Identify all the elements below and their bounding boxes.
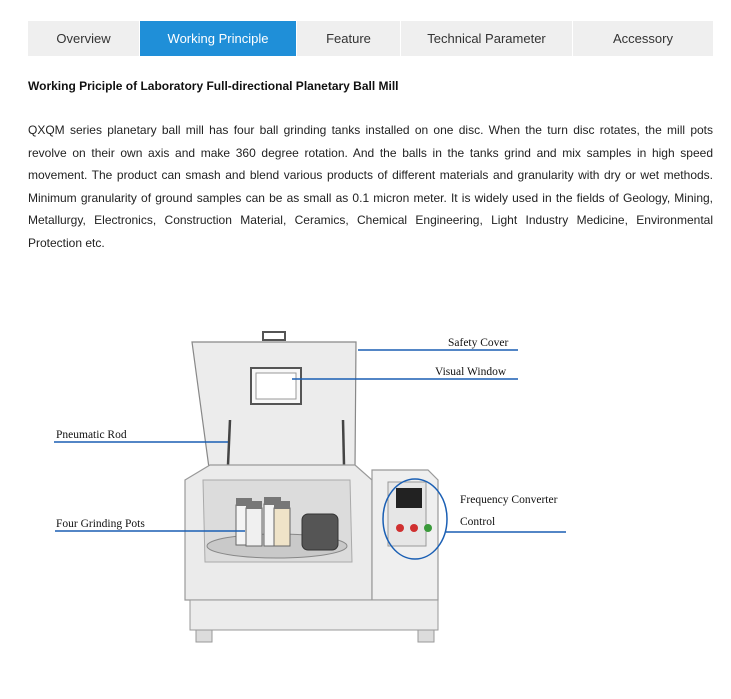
tab-accessory[interactable]: Accessory bbox=[613, 31, 673, 46]
pneumatic-rod-right bbox=[343, 420, 344, 465]
machine-base bbox=[190, 600, 438, 630]
tab-overview[interactable]: Overview bbox=[28, 21, 140, 56]
label-frequency-converter: Frequency Converter bbox=[460, 494, 558, 506]
tab-feature[interactable]: Feature bbox=[297, 21, 401, 56]
display-screen bbox=[396, 488, 422, 508]
ball-mill-diagram bbox=[0, 300, 731, 699]
tab-working-principle[interactable]: Working Principle bbox=[140, 21, 297, 56]
ball-mill-illustration bbox=[0, 300, 731, 699]
description-paragraph: QXQM series planetary ball mill has four ball grinding tanks installed on one disc. When the turn disc rotates, the mill pots revolve on their own axis and make 360 degree rotation. And the balls in the tanks grind and mix samples in high speed movement. The product can smash and blend various products of different materials and granularity with dry or wet methods. Minimum granularity of ground samples can be as small as 0.1 micron meter. It is widely used in the fields of Geology, Mining, Metallurgy, Electronics, Construction Material, Ceramics, Chemical Engineering, Light Industry Medicine, Environmental Protection etc. bbox=[28, 123, 713, 250]
label-control: Control bbox=[460, 516, 496, 528]
start-button bbox=[410, 524, 418, 532]
section-title: Working Priciple of Laboratory Full-directional Planetary Ball Mill bbox=[28, 79, 399, 93]
lid-handle bbox=[263, 332, 285, 340]
label-visual-window: Visual Window bbox=[435, 366, 507, 378]
label-pneumatic-rod: Pneumatic Rod bbox=[56, 429, 127, 441]
tab-technical-parameter[interactable]: Technical Parameter bbox=[401, 21, 573, 56]
tab-bar bbox=[28, 21, 713, 56]
label-four-grinding-pots: Four Grinding Pots bbox=[56, 518, 145, 530]
run-indicator bbox=[424, 524, 432, 532]
stop-button bbox=[396, 524, 404, 532]
motor-unit bbox=[302, 514, 338, 550]
label-safety-cover: Safety Cover bbox=[448, 337, 509, 349]
